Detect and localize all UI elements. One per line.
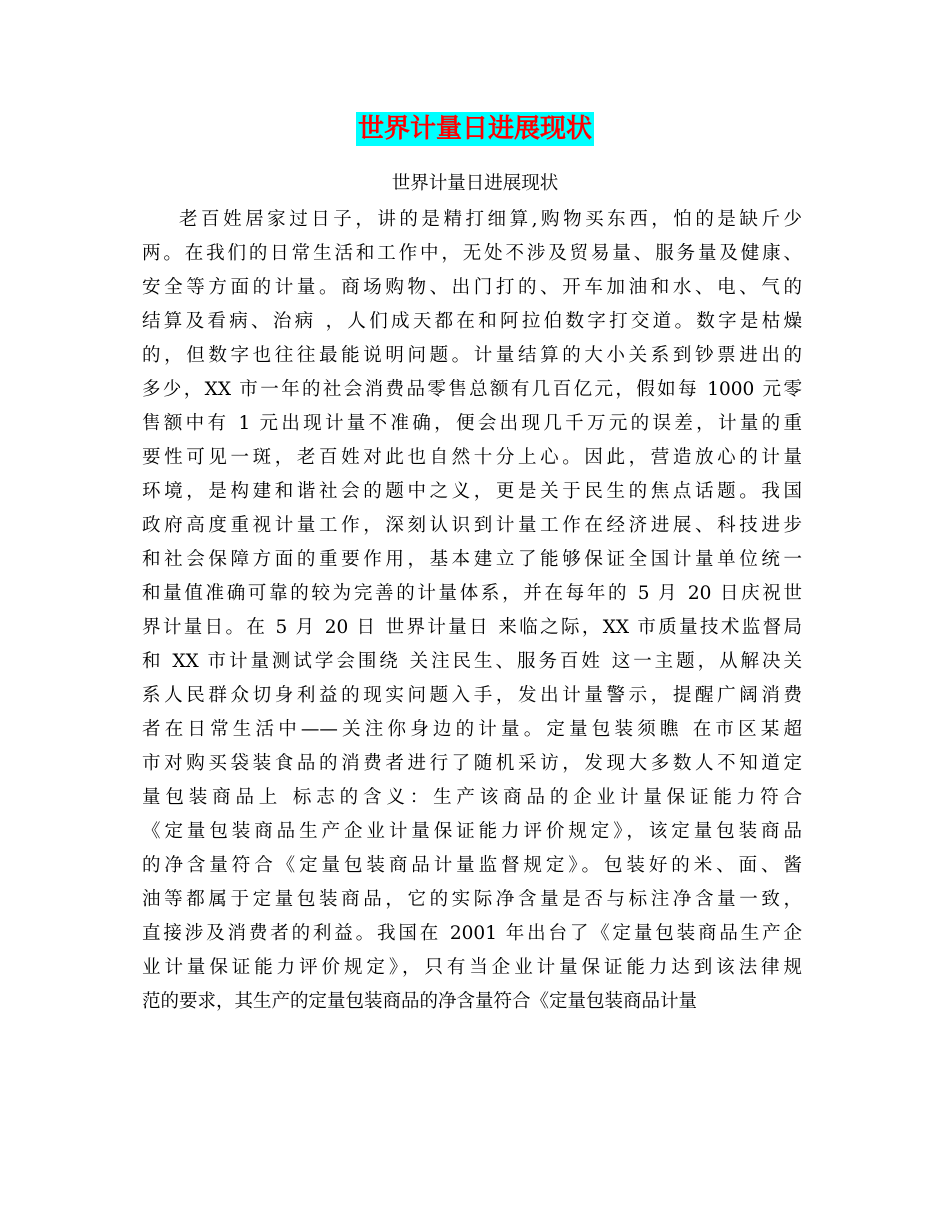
document-subtitle: 世界计量日进展现状: [391, 173, 559, 194]
body-line: 的净含量符合《定量包装商品计量监督规定》。包装好的米、面、酱: [142, 855, 802, 876]
body-line: 者在日常生活中——关注你身边的计量。定量包装须瞧 在市区某超: [142, 719, 802, 740]
document-title: 世界计量日进展现状: [357, 114, 592, 144]
body-line: 范的要求，其生产的定量包装商品的净含量符合《定量包装商品计量: [142, 991, 698, 1012]
body-line: 多少，XX 市一年的社会消费品零售总额有几百亿元，假如每 1000 元零: [142, 379, 802, 400]
body-line: 环境，是构建和谐社会的题中之义，更是关于民生的焦点话题。我国: [142, 481, 802, 502]
body-line: 油等都属于定量包装商品，它的实际净含量是否与标注净含量一致，: [142, 889, 802, 910]
body-line: 安全等方面的计量。商场购物、出门打的、开车加油和水、电、气的: [142, 277, 802, 298]
body-line: 的，但数字也往往最能说明问题。计量结算的大小关系到钞票进出的: [142, 345, 802, 366]
body-line: 系人民群众切身利益的现实问题入手，发出计量警示，提醒广阔消费: [142, 685, 802, 706]
body-line: 和社会保障方面的重要作用，基本建立了能够保证全国计量单位统一: [142, 549, 802, 570]
body-line: 《定量包装商品生产企业计量保证能力评价规定》，该定量包装商品: [142, 821, 802, 842]
title-container: [0, 112, 950, 146]
body-line: 业计量保证能力评价规定》，只有当企业计量保证能力达到该法律规: [142, 957, 802, 978]
body-line: 售额中有 1 元出现计量不准确，便会出现几千万元的误差，计量的重: [142, 413, 802, 434]
body-line: 政府高度重视计量工作，深刻认识到计量工作在经济进展、科技进步: [142, 515, 802, 536]
body-line: 老百姓居家过日子，讲的是精打细算,购物买东西，怕的是缺斤少: [179, 209, 802, 230]
body-line: 量包装商品上 标志的含义：生产该商品的企业计量保证能力符合: [142, 787, 802, 808]
body-line: 和量值准确可靠的较为完善的计量体系，并在每年的 5 月 20 日庆祝世: [142, 583, 802, 604]
body-line: 界计量日。在 5 月 20 日 世界计量日 来临之际，XX 市质量技术监督局: [142, 617, 802, 638]
document-body: [142, 203, 802, 1019]
body-line: 两。在我们的日常生活和工作中，无处不涉及贸易量、服务量及健康、: [142, 243, 802, 264]
body-line: 结算及看病、治病 ，人们成天都在和阿拉伯数字打交道。数字是枯燥: [142, 311, 802, 332]
body-line: 直接涉及消费者的利益。我国在 2001 年出台了《定量包装商品生产企: [142, 923, 802, 944]
body-line: 市对购买袋装食品的消费者进行了随机采访，发现大多数人不知道定: [142, 753, 802, 774]
body-line: 要性可见一斑，老百姓对此也自然十分上心。因此，营造放心的计量: [142, 447, 802, 468]
body-line: 和 XX 市计量测试学会围绕 关注民生、服务百姓 这一主题，从解决关: [142, 651, 802, 672]
